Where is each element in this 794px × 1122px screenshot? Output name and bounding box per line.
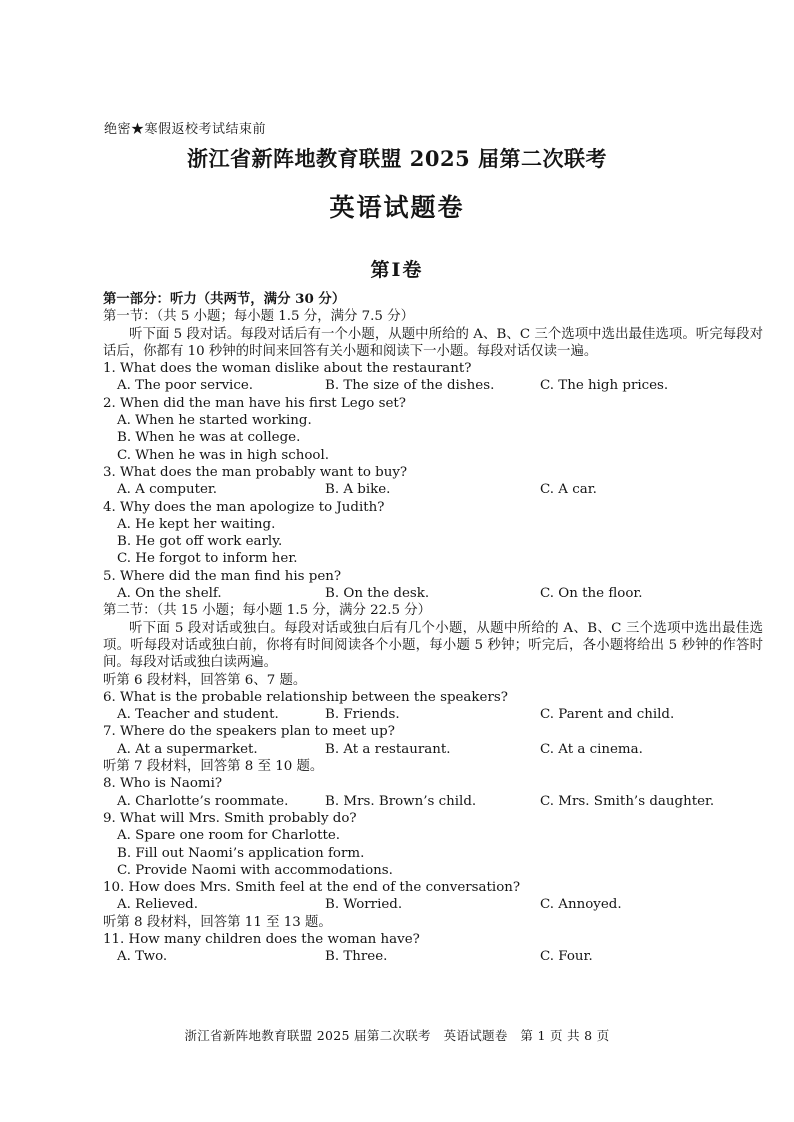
option-c: C. On the floor. [540, 586, 643, 602]
question-stem: 2. When did the man have his first Lego set? [103, 395, 406, 411]
option-row [103, 793, 763, 810]
question-stem: 6. What is the probable relationship between the speakers? [103, 689, 508, 705]
option-b: B. On the desk. [325, 586, 430, 602]
option-a: A. Relieved. [117, 897, 198, 913]
question-stem: 9. What will Mrs. Smith probably do? [103, 810, 357, 826]
option-a: A. The poor service. [117, 378, 253, 394]
option-row [103, 948, 763, 965]
exam-title: 浙江省新阵地教育联盟 2025 届第二次联考 [186, 146, 608, 171]
option-a: A. On the shelf. [117, 586, 222, 602]
section-heading: 第二节：（共 15 小题；每小题 1.5 分，满分 22.5 分） [103, 603, 432, 619]
confidential-notice: 绝密★寒假返校考试结束前 [104, 122, 267, 137]
option-row [103, 481, 763, 498]
option-b: B. Friends. [325, 707, 400, 723]
option-b: B. He got off work early. [117, 534, 283, 550]
question-stem: 8. Who is Naomi? [103, 776, 223, 792]
option-b: B. Fill out Naomi’s application form. [117, 845, 365, 861]
option-row [103, 896, 763, 913]
option-b: B. When he was at college. [117, 430, 301, 446]
option-c: C. Annoyed. [540, 897, 622, 913]
option-c: C. Provide Naomi with accommodations. [117, 862, 393, 878]
option-c: C. The high prices. [540, 378, 669, 394]
option-a: A. When he started working. [117, 413, 312, 429]
page-footer: 浙江省新阵地教育联盟 2025 届第二次联考 英语试题卷 第 1 页 共 8 页 [184, 1028, 610, 1043]
question-stem: 1. What does the woman dislike about the restaurant? [103, 361, 472, 377]
option-b: B. The size of the dishes. [325, 378, 495, 394]
option-c: C. Four. [540, 949, 593, 965]
exam-body [103, 291, 763, 966]
option-b: B. Worried. [325, 897, 403, 913]
option-row [103, 706, 763, 723]
question-stem: 7. Where do the speakers plan to meet up? [103, 724, 395, 740]
question-stem: 10. How does Mrs. Smith feel at the end of the conversation? [103, 880, 521, 896]
material-note: 听第 6 段材料，回答第 6、7 题。 [103, 672, 307, 688]
option-c: C. When he was in high school. [117, 447, 330, 463]
option-row [103, 585, 763, 602]
option-c: C. He forgot to inform her. [117, 551, 298, 567]
option-a: A. Two. [117, 949, 168, 965]
material-note: 听第 8 段材料，回答第 11 至 13 题。 [103, 914, 332, 930]
question-stem: 5. Where did the man find his pen? [103, 568, 342, 584]
section-instruction: 听下面 5 段对话。每段对话后有一个小题，从题中所给的 A、B、C 三个选项中选出最佳选项。听完每段对话后，你都有 10 秒钟的时间来回答有关小题和阅读下一小题。每段对话仅读一遍。 [103, 326, 763, 359]
option-c: C. A car. [540, 482, 597, 498]
option-a: A. At a supermarket. [117, 741, 258, 757]
option-b: B. Mrs. Brown’s child. [325, 793, 477, 809]
option-a: A. Charlotte’s roommate. [117, 793, 289, 809]
option-c: C. At a cinema. [540, 741, 643, 757]
option-b: B. A bike. [325, 482, 391, 498]
option-a: A. He kept her waiting. [117, 516, 276, 532]
option-b: B. At a restaurant. [325, 741, 451, 757]
option-row [103, 741, 763, 758]
section-instruction: 听下面 5 段对话或独白。每段对话或独白后有几个小题，从题中所给的 A、B、C 三个选项中选出最佳选项。听每段对话或独白前，你将有时间阅读各个小题，每小题 5 秒钟；听完后，各小题将给出 5 秒钟的作答时间。每段对话或独白读两遍。 [103, 620, 763, 671]
question-stem: 11. How many children does the woman have? [103, 931, 420, 947]
question-stem: 4. Why does the man apologize to Judith? [103, 499, 385, 515]
option-a: A. A computer. [117, 482, 218, 498]
option-a: A. Teacher and student. [117, 707, 279, 723]
volume-label: 第Ⅰ卷 [370, 259, 424, 281]
option-c: C. Mrs. Smith’s daughter. [540, 793, 715, 809]
material-note: 听第 7 段材料，回答第 8 至 10 题。 [103, 759, 324, 775]
exam-subtitle: 英语试题卷 [329, 193, 465, 222]
question-stem: 3. What does the man probably want to buy? [103, 464, 408, 480]
option-row [103, 377, 763, 394]
part-heading: 第一部分：听力（共两节，满分 30 分） [103, 291, 346, 307]
option-c: C. Parent and child. [540, 707, 675, 723]
option-a: A. Spare one room for Charlotte. [117, 828, 341, 844]
option-b: B. Three. [325, 949, 388, 965]
section-heading: 第一节：（共 5 小题；每小题 1.5 分，满分 7.5 分） [103, 309, 414, 325]
